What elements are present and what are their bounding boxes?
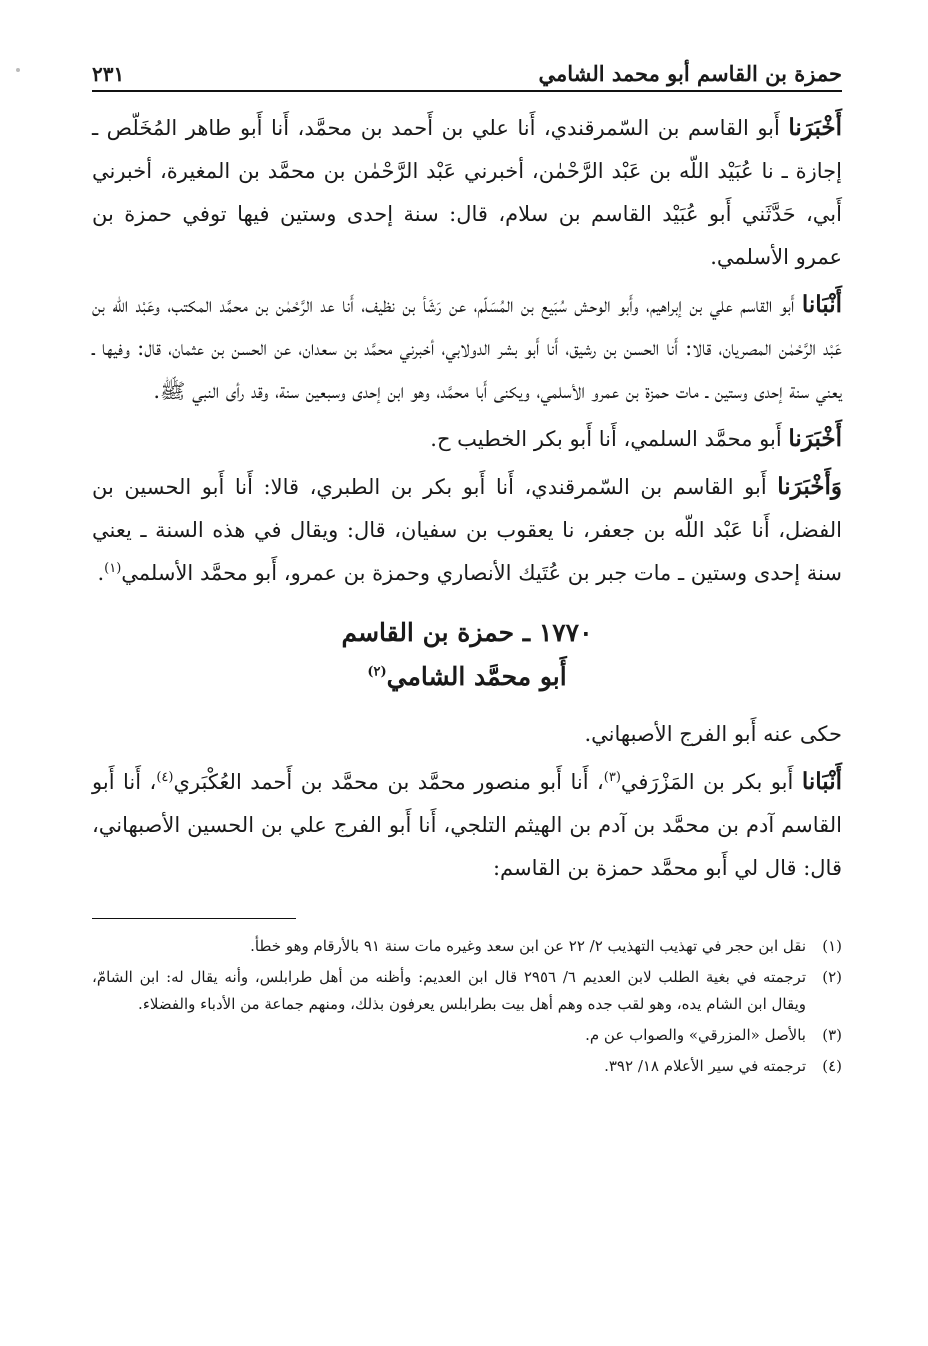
- paragraph-text: أَبو القاسم علي بن إبراهيم، وأَبو الوحش سُبَيع بن المُسَلّم، عن رَشَأ بن نظيف، أَنا عد الرَّحْمٰن بن محمَّد المكتب، وعَبْد اللّه بن عَبْد الرَّحْمٰن المصريان، قالا: أَنا الحسن بن رشيق، أَنا أَبو بشر الدولابي، أخبرني محمَّد بن سعدان، عن الحسن بن عثمان، قال: وفيها ـ يعني سنة إحدى وستين ـ مات حمزة بن عمرو الأسلمي، ويكنى أَبا محمَّد، وهو ابن إحدى وسبعين سنة، وقد رأى النبي ﷺ.: [92, 293, 842, 403]
- book-page: [92, 52, 842, 1084]
- footnote-number: (٢): [822, 968, 842, 986]
- narration-lead: أَنْبَانا: [801, 768, 842, 795]
- entry-heading: [92, 611, 842, 699]
- paragraph: [92, 760, 842, 890]
- footnote-ref: (٣): [603, 770, 621, 785]
- footnote: [92, 1053, 842, 1080]
- running-header: [92, 52, 842, 92]
- footnote-number: (٤): [822, 1057, 842, 1075]
- paragraph-text: ، أَنا أَبو القاسم آدم بن محمَّد بن آدم بن الهيثم التلجي، أَنا أَبو الفرج علي بن الحسين الأصبهاني، قال: قال لي أَبو محمَّد حمزة بن القاسم:: [92, 770, 842, 880]
- paragraph-text: ، أَنا أَبو منصور محمَّد بن محمَّد بن أَحمد العُكْبَري: [173, 770, 604, 794]
- main-text: [92, 106, 842, 890]
- footnote: [92, 933, 842, 960]
- footnote: [92, 1022, 842, 1049]
- entry-heading-line2: [92, 655, 842, 699]
- paragraph: [92, 417, 842, 461]
- footnote-ref: (٢): [367, 664, 387, 680]
- narration-lead: أَخْبَرَنا: [788, 114, 842, 141]
- footnote-ref: (١): [104, 561, 122, 576]
- footnote-ref: (٤): [156, 770, 174, 785]
- running-title: حمزة بن القاسم أبو محمد الشامي: [538, 61, 842, 86]
- footnote: [92, 964, 842, 1018]
- paragraph: [92, 283, 842, 413]
- footnote-number: (٣): [822, 1026, 842, 1044]
- narration-lead: أَنْبَانا: [801, 291, 842, 318]
- page-number: ٢٣١: [92, 62, 125, 86]
- paragraph: [92, 713, 842, 756]
- paragraph: [92, 465, 842, 595]
- footnote-separator-wrap: [92, 918, 842, 919]
- narration-lead: وَأَخْبَرَنا: [777, 473, 842, 500]
- footnote-text: بالأصل «المزرقي» والصواب عن م.: [585, 1026, 806, 1044]
- footnote-text: نقل ابن حجر في تهذيب التهذيب ٢/ ٢٢ عن ابن سعد وغيره مات سنة ٩١ بالأرقام وهو خطأ.: [250, 937, 806, 955]
- scan-speck: [16, 68, 20, 72]
- paragraph-text: أَبو القاسم بن السّمرقندي، أَنا علي بن أَحمد بن محمَّد، أَنا أَبو طاهر المُخَلّص ـ إجازة ـ نا عُبَيْد اللّه بن عَبْد الرَّحْمٰن، أخبرني عَبْد الرَّحْمٰن بن محمَّد بن المغيرة، أخبرني أَبي، حَدَّثَني أَبو عُبَيْد القاسم بن سلام، قال: سنة إحدى وستين فيها توفي حمزة بن عمرو الأسلمي.: [92, 116, 842, 269]
- entry-heading-name: أَبو محمَّد الشامي: [386, 662, 567, 691]
- paragraph-text: أَبو بكر بن المَزْرَفي: [620, 770, 802, 794]
- narration-lead: أَخْبَرَنا: [788, 425, 842, 452]
- footnote-text: ترجمته في سير الأعلام ١٨/ ٣٩٢.: [604, 1057, 806, 1075]
- paragraph-text: أَبو القاسم بن السّمرقندي، أَنا أَبو بكر بن الطبري، قالا: أَنا أَبو الحسين بن الفضل، أَنا عَبْد اللّه بن جعفر، نا يعقوب بن سفيان، قال: ويقال في هذه السنة ـ يعني سنة إحدى وستين ـ مات جبر بن عُتَيك الأنصاري وحمزة بن عمرو، أَبو محمَّد الأسلمي: [92, 475, 842, 585]
- footnote-separator: [92, 918, 296, 919]
- footnote-text: ترجمته في بغية الطلب لابن العديم ٦/ ٢٩٥٦ قال ابن العديم: وأظنه من أهل طرابلس، وأنه يقال له: ابن الشامّ، ويقال ابن الشام يده، وهو لقب جده وهم أهل بيت بطرابلس يعرفون بذلك، ومنهم جماعة من الأدباء والفضلاء.: [92, 968, 806, 1013]
- footnotes: [92, 933, 842, 1080]
- footnote-number: (١): [822, 937, 842, 955]
- paragraph-text: أَبو محمَّد السلمي، أَنا أَبو بكر الخطيب ح.: [430, 427, 789, 451]
- paragraph: [92, 106, 842, 279]
- paragraph-tail: .: [97, 561, 105, 585]
- paragraph-text: حكى عنه أَبو الفرج الأصبهاني.: [584, 722, 842, 746]
- entry-heading-line1: ١٧٧٠ ـ حمزة بن القاسم: [341, 618, 593, 647]
